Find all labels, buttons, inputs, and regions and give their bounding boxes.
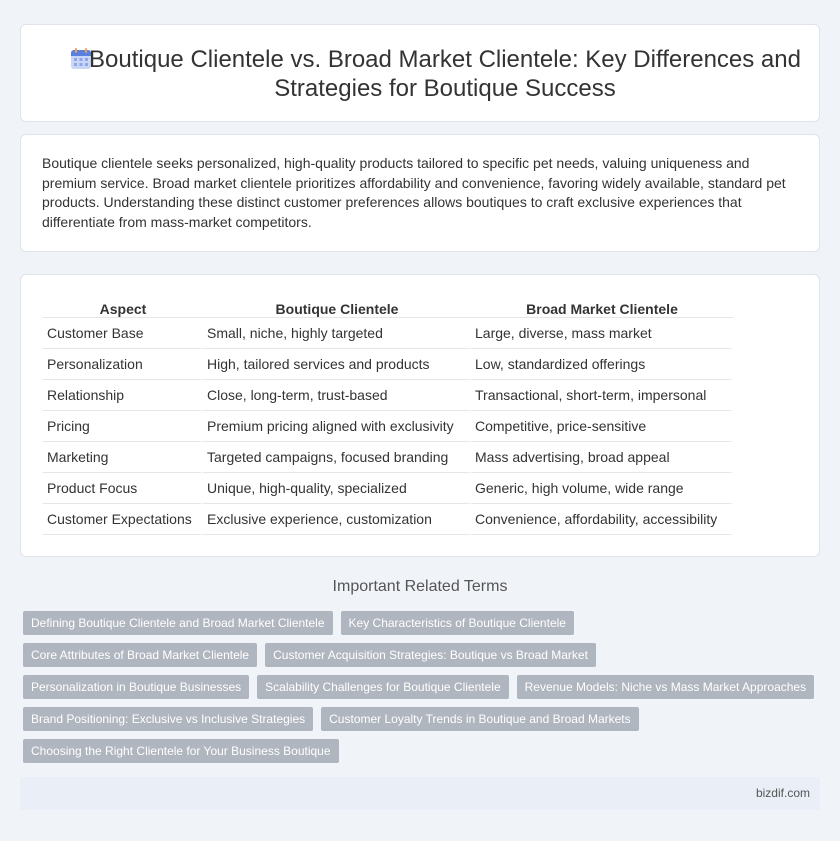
related-term-tag[interactable]: Key Characteristics of Boutique Clientele	[341, 611, 574, 635]
column-header-aspect: Aspect	[43, 293, 203, 318]
table-cell: Exclusive experience, customization	[203, 504, 471, 535]
related-term-tag[interactable]: Personalization in Boutique Businesses	[23, 675, 249, 699]
table-cell: Customer Base	[43, 318, 203, 349]
table-cell: Premium pricing aligned with exclusivity	[203, 411, 471, 442]
table-cell: Personalization	[43, 349, 203, 380]
table-cell: Customer Expectations	[43, 504, 203, 535]
related-term-tag[interactable]: Customer Loyalty Trends in Boutique and Broad Markets	[321, 707, 639, 731]
related-terms-list	[23, 611, 823, 771]
table-cell: Small, niche, highly targeted	[203, 318, 471, 349]
related-term-tag[interactable]: Brand Positioning: Exclusive vs Inclusive Strategies	[23, 707, 313, 731]
table-cell: Unique, high-quality, specialized	[203, 473, 471, 504]
column-header-broad-market: Broad Market Clientele	[471, 293, 733, 318]
column-header-boutique: Boutique Clientele	[203, 293, 471, 318]
intro-text: Boutique clientele seeks personalized, high-quality products tailored to specific pet needs, valuing uniqueness and premium service. Broad market clientele prioritizes affordability and convenience, favoring widely available, standard pet products. Understanding these distinct customer preferences allows boutiques to craft exclusive experiences that differentiate from mass-market competitors.	[42, 155, 786, 230]
footer-site-link[interactable]: bizdif.com	[755, 786, 810, 800]
table-cell: Generic, high volume, wide range	[471, 473, 733, 504]
page-title: Boutique Clientele vs. Broad Market Clientele: Key Differences and Strategies for Boutique Success	[89, 46, 801, 102]
table-cell: Pricing	[43, 411, 203, 442]
related-term-tag[interactable]: Core Attributes of Broad Market Clientele	[23, 643, 257, 667]
intro-card	[20, 134, 820, 252]
header-card	[20, 24, 820, 122]
related-terms-title: Important Related Terms	[332, 578, 508, 595]
comparison-card	[20, 274, 820, 557]
table-cell: Large, diverse, mass market	[471, 318, 733, 349]
related-term-tag[interactable]: Choosing the Right Clientele for Your Business Boutique	[23, 739, 339, 763]
table-cell: Transactional, short-term, impersonal	[471, 380, 733, 411]
comparison-table	[43, 293, 733, 535]
table-row	[43, 504, 733, 535]
footer	[20, 777, 820, 810]
table-cell: Marketing	[43, 442, 203, 473]
table-row	[43, 349, 733, 380]
table-cell: Convenience, affordability, accessibility	[471, 504, 733, 535]
related-term-tag[interactable]: Customer Acquisition Strategies: Boutique vs Broad Market	[265, 643, 596, 667]
table-cell: Low, standardized offerings	[471, 349, 733, 380]
table-row	[43, 411, 733, 442]
related-term-tag[interactable]: Revenue Models: Niche vs Mass Market Approaches	[517, 675, 814, 699]
table-cell: Close, long-term, trust-based	[203, 380, 471, 411]
related-term-tag[interactable]: Scalability Challenges for Boutique Clientele	[257, 675, 508, 699]
table-row	[43, 442, 733, 473]
table-header-row	[43, 293, 733, 318]
table-cell: Mass advertising, broad appeal	[471, 442, 733, 473]
table-cell: Targeted campaigns, focused branding	[203, 442, 471, 473]
table-row	[43, 473, 733, 504]
related-term-tag[interactable]: Defining Boutique Clientele and Broad Market Clientele	[23, 611, 333, 635]
table-row	[43, 318, 733, 349]
table-cell: Relationship	[43, 380, 203, 411]
table-cell: Product Focus	[43, 473, 203, 504]
table-cell: High, tailored services and products	[203, 349, 471, 380]
table-cell: Competitive, price-sensitive	[471, 411, 733, 442]
table-row	[43, 380, 733, 411]
